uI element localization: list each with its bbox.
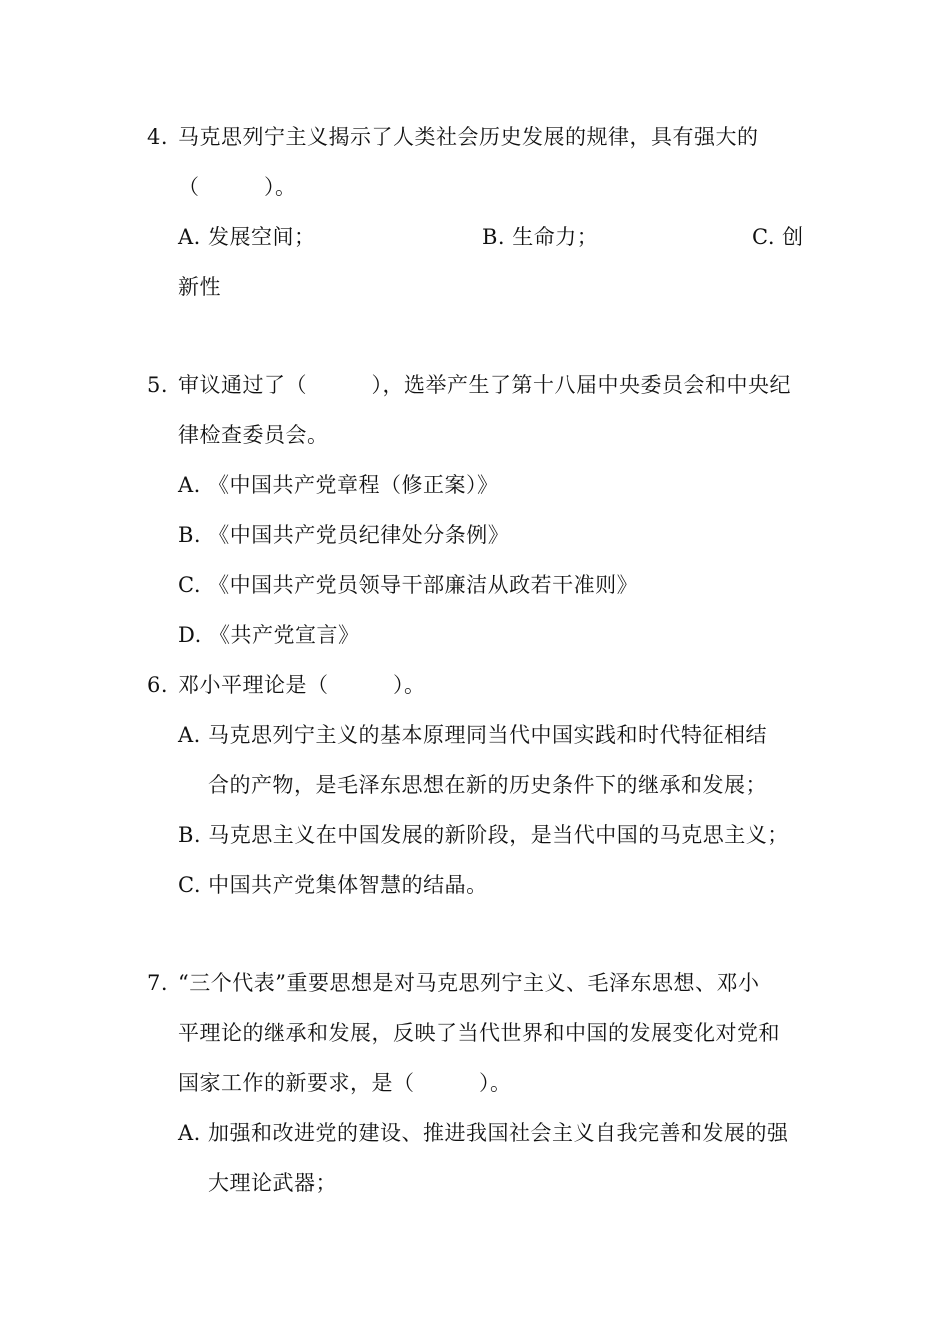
question-6-option-a-line-2: 合的产物，是毛泽东思想在新的历史条件下的继承和发展；: [208, 773, 767, 797]
question-6-option-a-line-1: A. 马克思列宁主义的基本原理同当代中国实践和时代特征相结: [178, 723, 768, 747]
question-4-number: 4.: [147, 125, 169, 149]
question-5-option-b: B. 《中国共产党员纪律处分条例》: [178, 523, 510, 547]
question-6-stem-line-1: 邓小平理论是（ ）。: [178, 673, 426, 697]
question-6-option-c: C. 中国共产党集体智慧的结晶。: [178, 873, 488, 897]
question-5-stem-line-2: 律检查委员会。: [178, 423, 329, 447]
question-5-number: 5.: [147, 373, 169, 397]
question-6-option-b: B. 马克思主义在中国发展的新阶段，是当代中国的马克思主义；: [178, 823, 789, 847]
question-5-option-d: D. 《共产党宣言》: [178, 623, 360, 647]
question-4-stem-line-1: 马克思列宁主义揭示了人类社会历史发展的规律，具有强大的: [178, 125, 759, 149]
question-4-option-c: C. 创: [752, 225, 804, 249]
question-7-option-a-line-1: A. 加强和改进党的建设、推进我国社会主义自我完善和发展的强: [178, 1121, 789, 1145]
question-7-stem-line-2: 平理论的继承和发展，反映了当代世界和中国的发展变化对党和: [178, 1021, 780, 1045]
question-5-option-c: C. 《中国共产党员领导干部廉洁从政若干准则》: [178, 573, 639, 597]
question-4-option-c-continued: 新性: [178, 275, 221, 299]
question-7-number: 7.: [147, 971, 169, 995]
question-6-number: 6.: [147, 673, 169, 697]
question-7-stem-line-1: “三个代表”重要思想是对马克思列宁主义、毛泽东思想、邓小: [178, 971, 760, 995]
question-5-option-a: A. 《中国共产党章程（修正案）》: [178, 473, 499, 497]
question-4-option-a: A. 发展空间；: [178, 225, 316, 249]
question-7-option-a-line-2: 大理论武器；: [208, 1171, 337, 1195]
question-7-stem-line-3: 国家工作的新要求，是（ ）。: [178, 1071, 512, 1095]
question-4-option-b: B. 生命力；: [482, 225, 599, 249]
question-4-stem-line-2: （ ）。: [178, 175, 297, 199]
question-5-stem-line-1: 审议通过了（ ），选举产生了第十八届中央委员会和中央纪: [178, 373, 791, 397]
